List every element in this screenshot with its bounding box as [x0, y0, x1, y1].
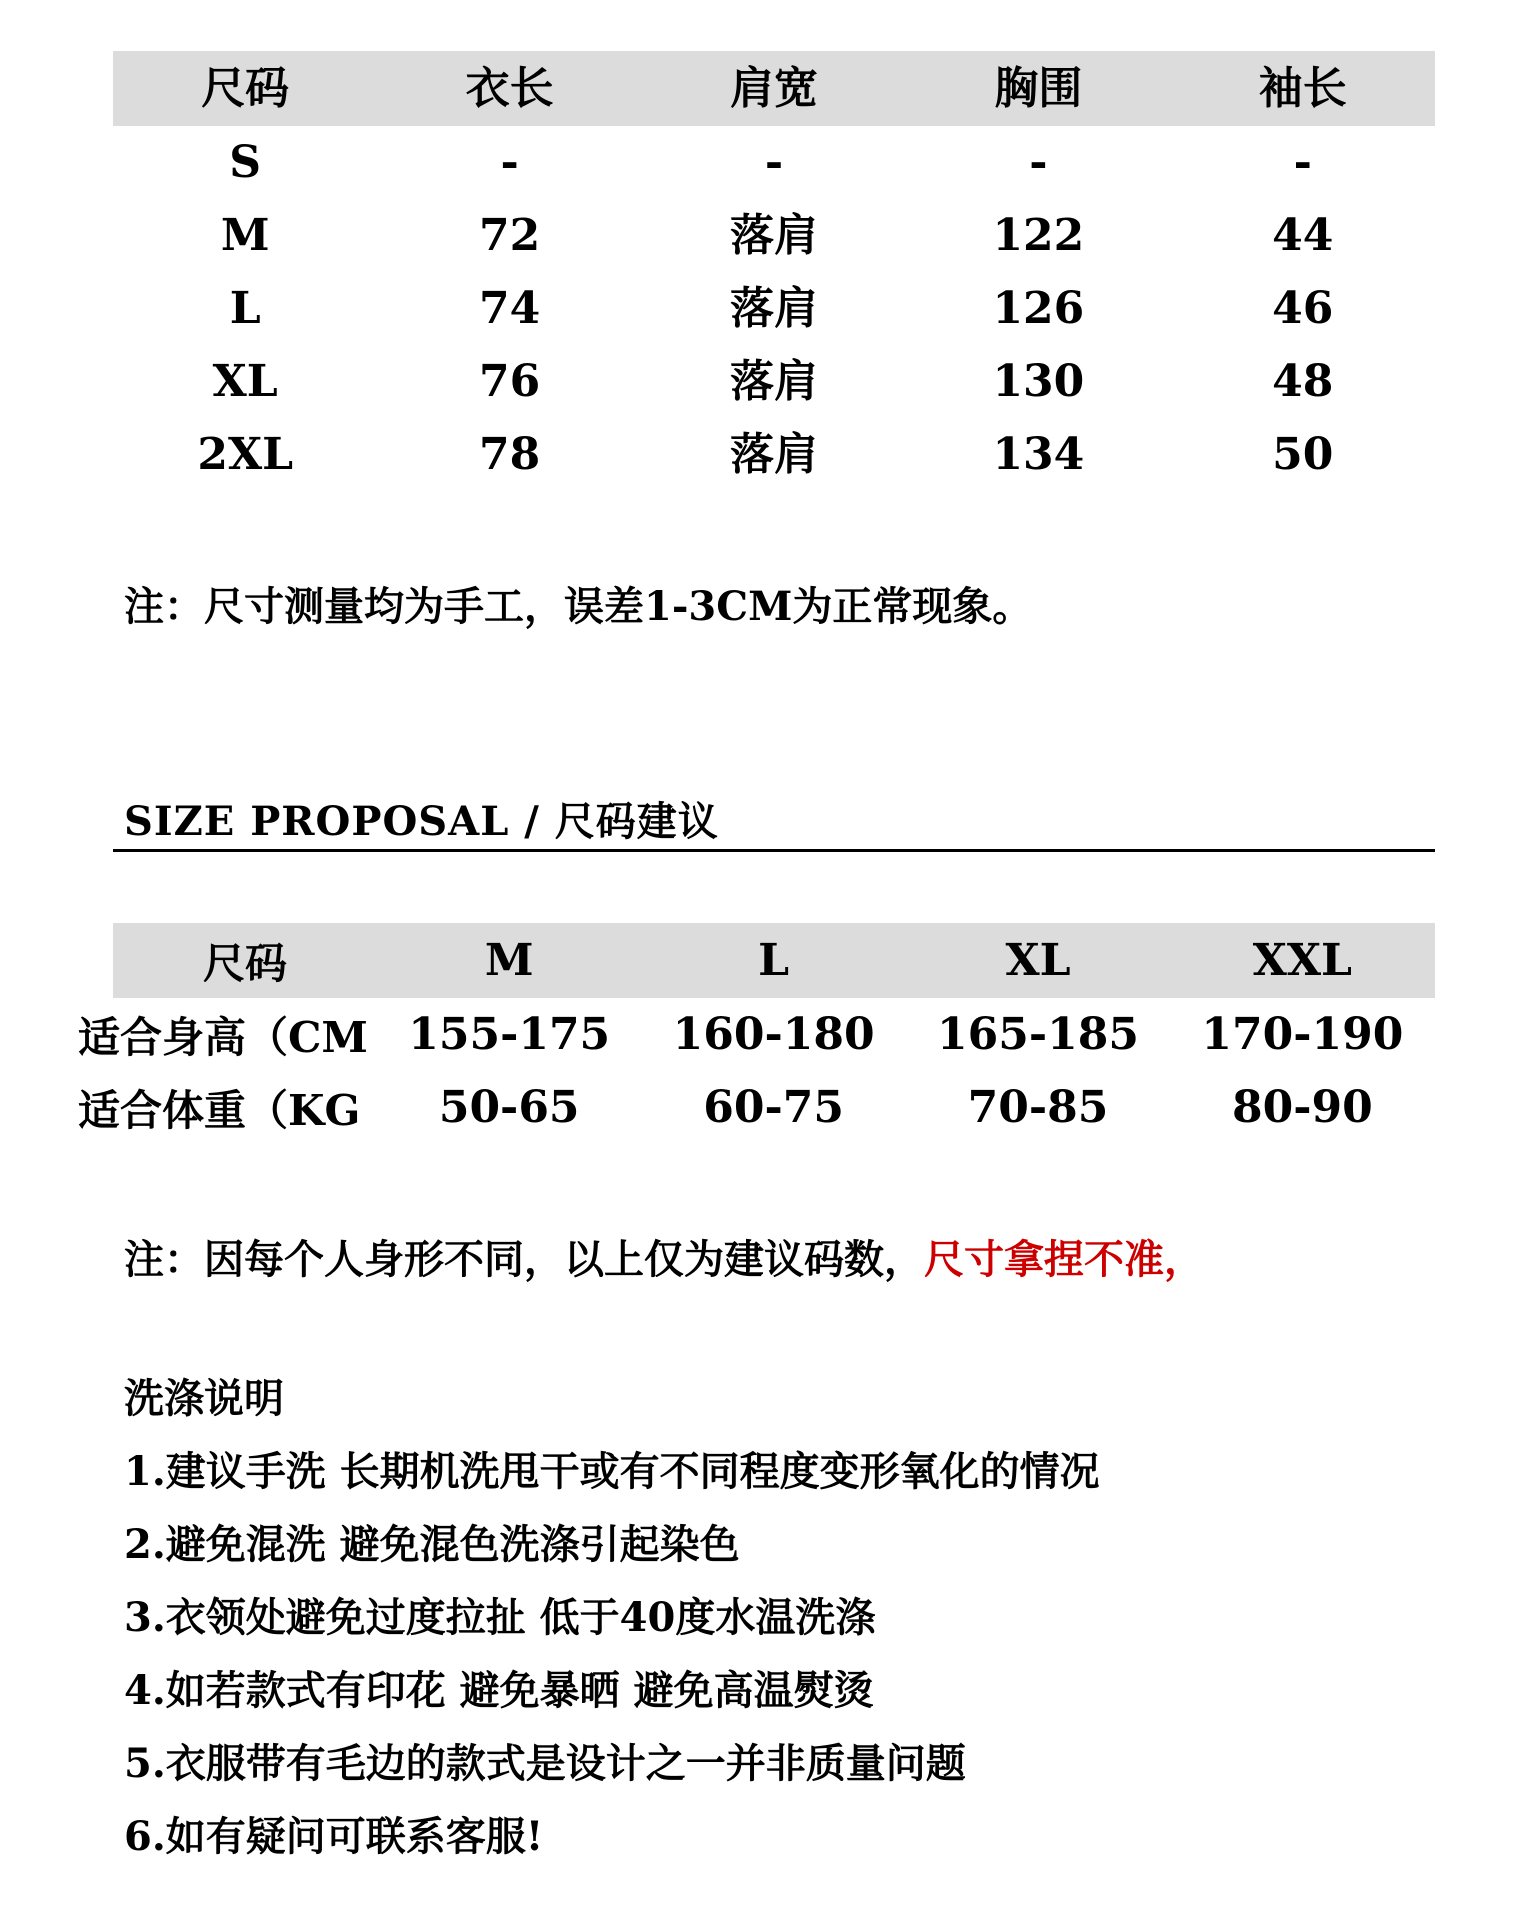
section-divider: [113, 849, 1435, 852]
table-cell: 46: [1272, 283, 1334, 334]
size-proposal-header-cell: L: [758, 935, 790, 986]
size-proposal-title: SIZE PROPOSAL / 尺码建议: [124, 798, 719, 845]
size-proposal-header-cell: XXL: [1252, 935, 1352, 986]
table-cell: 72: [478, 210, 541, 261]
size-advice-note: [124, 1228, 1204, 1285]
row-label: 适合体重（KG: [78, 1085, 361, 1135]
table-row: [70, 1071, 1435, 1144]
table-row: [113, 272, 1435, 345]
table-cell: -: [764, 137, 784, 188]
table-row: [70, 998, 1435, 1071]
table-cell: 50: [1272, 429, 1334, 480]
table-row: [113, 126, 1435, 199]
table-cell: 160-180: [672, 1009, 875, 1060]
list-item: 3.衣领处避免过度拉扯 低于40度水温洗涤: [124, 1594, 876, 1641]
size-proposal-table: [70, 923, 1435, 1144]
list-item: 2.避免混洗 避免混色洗涤引起染色: [124, 1521, 740, 1568]
size-chart-header-cell: 胸围: [994, 63, 1083, 114]
size-proposal-header-cell: M: [484, 935, 534, 986]
washing-instructions: [124, 1368, 1100, 1879]
list-item: 5.衣服带有毛边的款式是设计之一并非质量问题: [124, 1740, 966, 1787]
table-cell: 48: [1272, 356, 1334, 407]
table-cell: 130: [992, 356, 1085, 407]
list-item: 4.如若款式有印花 避免暴晒 避免高温熨烫: [124, 1667, 874, 1714]
size-chart-header-cell: 肩宽: [729, 63, 818, 114]
table-cell: XL: [212, 356, 278, 407]
table-cell: 落肩: [729, 356, 818, 407]
table-cell: 126: [992, 283, 1085, 334]
list-item: 6.如有疑问可联系客服!: [124, 1813, 544, 1860]
table-cell: 70-85: [967, 1082, 1109, 1133]
row-label: 适合身高（CM: [78, 1012, 368, 1062]
table-row: [113, 418, 1435, 491]
table-cell: 落肩: [729, 210, 818, 261]
table-cell: M: [220, 210, 270, 261]
table-cell: 50-65: [438, 1082, 580, 1133]
washing-instructions-title: 洗涤说明: [124, 1375, 284, 1422]
size-chart-header-cell: 衣长: [465, 63, 554, 114]
table-cell: 落肩: [729, 429, 818, 480]
size-proposal-header-cell: 尺码: [202, 938, 287, 988]
table-cell: -: [500, 137, 519, 188]
size-chart-table: [113, 51, 1435, 491]
table-cell: 44: [1272, 210, 1334, 261]
table-cell: -: [1029, 137, 1048, 188]
table-cell: 60-75: [703, 1082, 844, 1133]
size-proposal-header-row: [113, 923, 1435, 998]
size-advice-note-text: 注：因每个人身形不同，以上仅为建议码数，: [124, 1236, 924, 1283]
table-cell: 122: [992, 210, 1085, 261]
table-cell: 165-185: [937, 1009, 1139, 1060]
size-chart-header-cell: 袖长: [1258, 63, 1347, 114]
size-chart-header-cell: 尺码: [201, 63, 290, 114]
table-row: [113, 199, 1435, 272]
list-item: 1.建议手洗 长期机洗甩干或有不同程度变形氧化的情况: [124, 1448, 1100, 1495]
table-cell: 134: [992, 429, 1085, 480]
size-chart-header-row: [113, 51, 1435, 126]
table-cell: 2XL: [197, 429, 294, 480]
table-cell: 78: [478, 429, 541, 480]
table-cell: 170-190: [1201, 1009, 1404, 1060]
size-advice-note-warning: 尺寸拿捏不准，: [924, 1236, 1204, 1283]
size-proposal-header-cell: XL: [1005, 935, 1071, 986]
table-cell: 80-90: [1232, 1082, 1373, 1133]
table-cell: S: [229, 137, 262, 188]
table-cell: 155-175: [408, 1009, 611, 1060]
table-cell: L: [229, 283, 261, 334]
table-cell: 74: [478, 283, 541, 334]
table-cell: 76: [478, 356, 541, 407]
table-cell: -: [1293, 137, 1312, 188]
table-row: [113, 345, 1435, 418]
table-cell: 落肩: [729, 283, 818, 334]
measurement-note: 注：尺寸测量均为手工，误差1-3CM为正常现象。: [124, 583, 1033, 630]
